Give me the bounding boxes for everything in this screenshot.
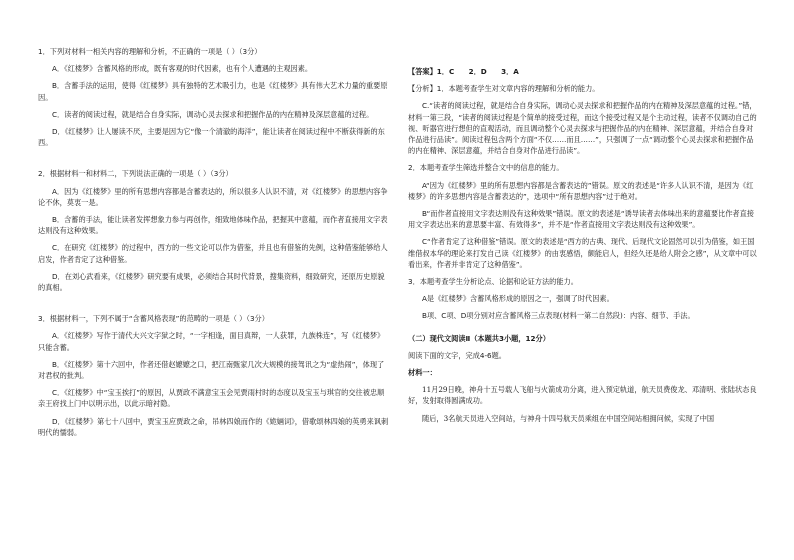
material-label: 材料一： bbox=[408, 368, 437, 378]
question-3-option-d: D．《红楼梦》第七十八回中，贾宝玉应贾政之命，吊林四娘而作的《姽婳词》，借歌颂林四娘的英勇来讽刺明代的懦弱。 bbox=[38, 416, 389, 437]
analysis-heading: 【分析】1．本题考查学生对文章内容的理解和分析的能力。 bbox=[408, 84, 600, 94]
analysis-q3-heading: 3．本题考查学生分析论点、论据和论证方法的能力。 bbox=[408, 277, 578, 287]
answer-key: 【答案】1．C 2．D 3．A bbox=[408, 67, 519, 76]
question-1-option-d: D．《红楼梦》让人屡读不厌，主要是因为它“像一个清澈的海洋”，能让读者在阅读过程中不断获得新的东西。 bbox=[38, 127, 385, 148]
passage-paragraph-2: 随后，3名航天员进入空间站，与神舟十四号航天员乘组在中国空间站相拥问候，实现了中国 bbox=[422, 413, 715, 423]
question-1-option-c: C．读者的阅读过程，就是结合自身实际，调动心灵去探求和把握作品的内在精神及深层意蕴的过程。 bbox=[52, 109, 374, 119]
passage-paragraph-1: 11月29日晚，神舟十五号载人飞船与火箭成功分离，进入预定轨道，航天员费俊龙、邓清明、张陆状态良好，发射取得圆满成功。 bbox=[408, 385, 757, 406]
question-1-option-a: A．《红楼梦》含蓄风格的形成，既有客观的时代因素，也有个人遭遇的主观因素。 bbox=[52, 64, 313, 74]
question-1-option-b: B．含蓄手法的运用，使得《红楼梦》具有独特的艺术吸引力，也是《红楼梦》具有伟大艺术力量的重要原因。 bbox=[38, 81, 388, 102]
question-2-option-b: B．含蓄的手法，能让读者发挥想象力参与再创作，细致地体味作品，把握其中意蕴，而作者直接用文字表达则没有这种效果。 bbox=[38, 215, 388, 236]
question-3-option-a: A．《红楼梦》写作于清代大兴文字狱之时，“一字相逢，面目真辩，一人获罪，九族株连”，写《红楼梦》只能含蓄。 bbox=[38, 331, 385, 352]
analysis-q2-a: A“因为《红楼梦》里的所有思想内容都是含蓄表达的”错误。原文的表述是“许多人认识不清，是因为《红楼梦》的许多思想内容是含蓄表达的”，选项中“所有思想内容”过于绝对。 bbox=[408, 180, 754, 201]
question-2-option-c: C．在研究《红楼梦》的过程中，西方的一些文论可以作为借鉴，并且也有借鉴的先例，这种借鉴能够给人启发，作者肯定了这种借鉴。 bbox=[38, 243, 388, 264]
question-2-option-a: A．因为《红楼梦》里的所有思想内容都是含蓄表达的，所以很多人认识不清，对《红楼梦》的思想内容争论不休，莫衷一是。 bbox=[38, 186, 388, 207]
analysis-q2-c: C“作者肯定了这种借鉴”错误。原文的表述是“西方的古典、现代、后现代文论固然可以引为借鉴，如王国维借叔本华的理论来打发自己读《红楼梦》的由衷感悟，颇能启人，但经久还是给人附会之感”，从文章中可以看出来，作者并非肯定了这种借鉴”。 bbox=[408, 237, 757, 269]
question-1-stem: 1．下列对材料一相关内容的理解和分析，不正确的一项是（ ）（3分） bbox=[38, 47, 262, 56]
analysis-q3-bcd: B项、C项、D项分别对应含蓄风格三点表现(材料一第二自然段)：内容、细节、手法。 bbox=[422, 311, 695, 321]
question-2-option-d: D．在刘心武看来，《红楼梦》研究要有成果，必须结合其时代背景，搜集资料，细致研究，还原历史原貌的真相。 bbox=[38, 271, 385, 293]
left-column bbox=[38, 46, 390, 438]
analysis-q2-b: B“而作者直接用文字表达则没有这种效果”错误。原文的表述是“诱导读者去体味出来的意蕴要比作者直接用文字表达出来的意思要丰富、有效得多”，并不是“作者直接用文字表达则没有这种效果”。 bbox=[408, 209, 754, 230]
question-3-stem: 3．根据材料一，下列不属于“含蓄风格表现”的范畴的一项是（ ）（3分） bbox=[38, 314, 269, 324]
analysis-q1-c: C.“读者的阅读过程，就是结合自身实际，调动心灵去探求和把握作品的内在精神及深层意蕴的过程。”错，材料一第三段，“读者的阅读过程是个简单的接受过程，而这个接受过程又是个主动过程，读者不仅调动自己的视、听器官进行想但的直观活动，而且调动整个心灵去探求与把握作品的内在精神、深层意蕴，并结合自身对作品进行品读”。阅读过程包含两个方面“不仅……而且……”，只强调了一点“调动整个心灵去探求和把握作品的内在精神、深层意蕴，并结合自身对作品进行品读”。 bbox=[408, 101, 757, 156]
analysis-q2-heading: 2．本题考查学生筛选并整合文中的信息的能力。 bbox=[408, 163, 564, 173]
question-3-option-b: B．《红楼梦》第十六回中，作者还借赵嬷嬷之口，把江南甄家几次大规模的接驾讯之为“虚热闹”，体现了对君权的批判。 bbox=[38, 359, 385, 381]
question-3-option-c: C．《红楼梦》中“宝玉挨打”的原因，从贾政不满意宝玉会见贾雨村时的态度以及宝玉与琪官的交往被忠顺亲王府找上门中以明示出，以此示暗衬隐。 bbox=[38, 388, 385, 409]
right-column bbox=[408, 66, 760, 424]
question-2-stem: 2．根据材料一和材料二，下列说法正确的一项是（ ）（3分） bbox=[38, 169, 233, 179]
analysis-q3-a: A是《红楼梦》含蓄风格形成的原因之一，强调了时代因素。 bbox=[422, 294, 614, 304]
reading-instruction: 阅读下面的文字，完成4-6题。 bbox=[408, 350, 506, 360]
section-heading: （二）现代文阅读Ⅱ（本题共3小题，12分） bbox=[408, 333, 550, 343]
